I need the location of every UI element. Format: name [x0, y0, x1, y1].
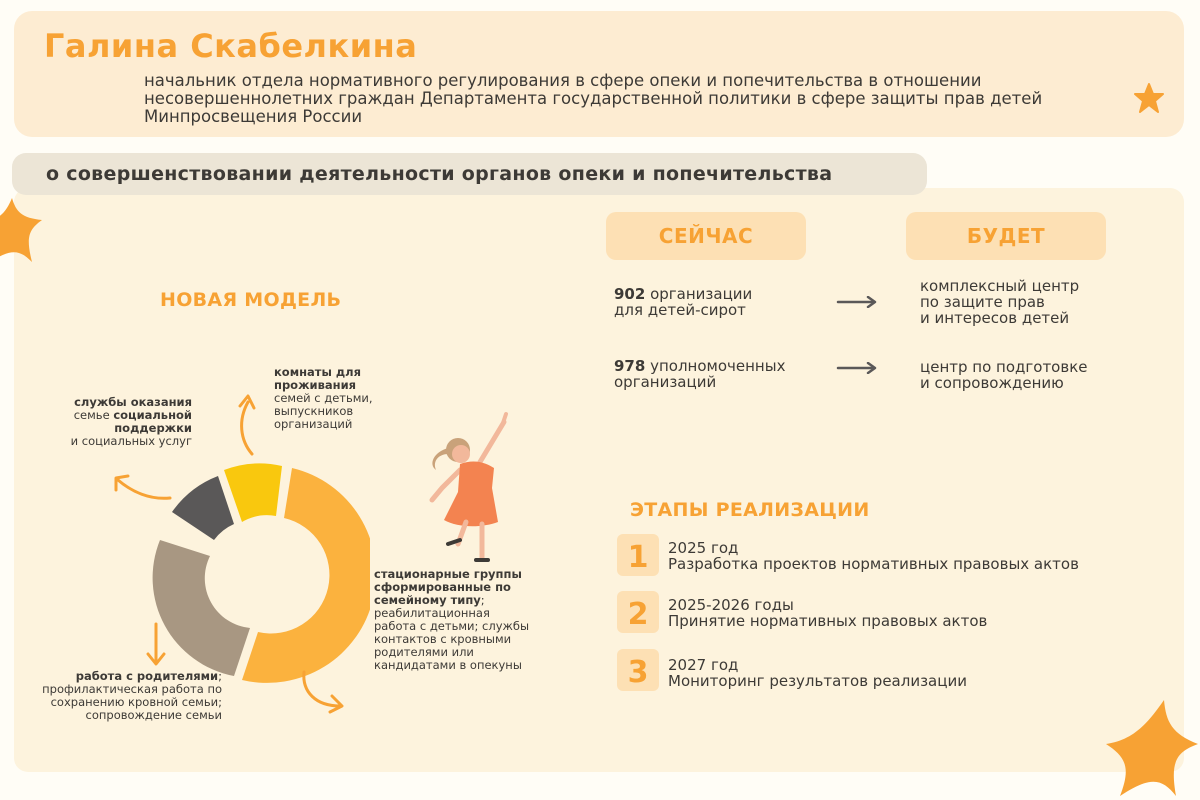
- speaker-position: начальник отдела нормативного регулирования в сфере опеки и попечительства в отношении несовершеннолетних граждан Департамента государственной политики в сфере защиты прав детей Минпросвещения России: [144, 71, 1043, 126]
- stage-desc-2: Принятие нормативных правовых актов: [668, 612, 988, 630]
- arrow-right-icon: [836, 362, 878, 374]
- down-arrow-icon: [144, 620, 168, 668]
- future-row-1: комплексный центр по защите прав и интересов детей: [920, 277, 1080, 327]
- new-model-title: НОВАЯ МОДЕЛЬ: [160, 289, 342, 311]
- star-icon: [1100, 690, 1200, 800]
- curved-arrow-icon: [110, 468, 176, 504]
- star-icon: [0, 180, 58, 280]
- curved-arrow-icon: [296, 668, 348, 714]
- stage-desc-3: Мониторинг результатов реализации: [668, 672, 967, 690]
- donut-chart: [150, 458, 370, 688]
- curved-arrow-icon: [230, 390, 270, 460]
- stages-title: ЭТАПЫ РЕАЛИЗАЦИИ: [630, 499, 870, 521]
- donut-segment-social-services: [172, 476, 234, 540]
- donut-segment-rooms: [224, 463, 282, 522]
- stage-year-1: 2025 год: [668, 539, 739, 557]
- now-row-2: 978 уполномоченных организаций: [614, 357, 786, 391]
- now-row-1: 902 организации для детей-сирот: [614, 285, 753, 319]
- stage-number-1: 1: [617, 534, 659, 576]
- stage-number-2: 2: [617, 591, 659, 633]
- girl-illustration: [422, 408, 518, 566]
- arrow-right-icon: [836, 296, 878, 308]
- stage-year-3: 2027 год: [668, 656, 739, 674]
- now-label: СЕЙЧАС: [606, 212, 806, 260]
- segment-label-social-services: службы оказания семье социальной поддержки и социальных услуг: [70, 395, 192, 448]
- segment-label-residential-groups: стационарные группы сформированные по семейному типу; реабилитационная работа с детьми; службы контактов с кровными родителями или кандидатами в опекуны: [374, 567, 530, 672]
- star-icon: [1133, 82, 1165, 114]
- stage-year-2: 2025-2026 годы: [668, 596, 794, 614]
- future-row-2: центр по подготовке и сопровождению: [920, 358, 1088, 392]
- stage-desc-1: Разработка проектов нормативных правовых актов: [668, 555, 1079, 573]
- topic-title: о совершенствовании деятельности органов опеки и попечительства: [46, 163, 833, 185]
- future-label: БУДЕТ: [906, 212, 1106, 260]
- speaker-name: Галина Скабелкина: [44, 27, 418, 65]
- stage-number-3: 3: [617, 649, 659, 691]
- segment-label-parents: работа с родителями; профилактическая работа по сохранению кровной семьи; сопровождение семьи: [42, 669, 222, 722]
- segment-label-rooms: комнаты для проживания семей с детьми, выпускников организаций: [274, 365, 373, 431]
